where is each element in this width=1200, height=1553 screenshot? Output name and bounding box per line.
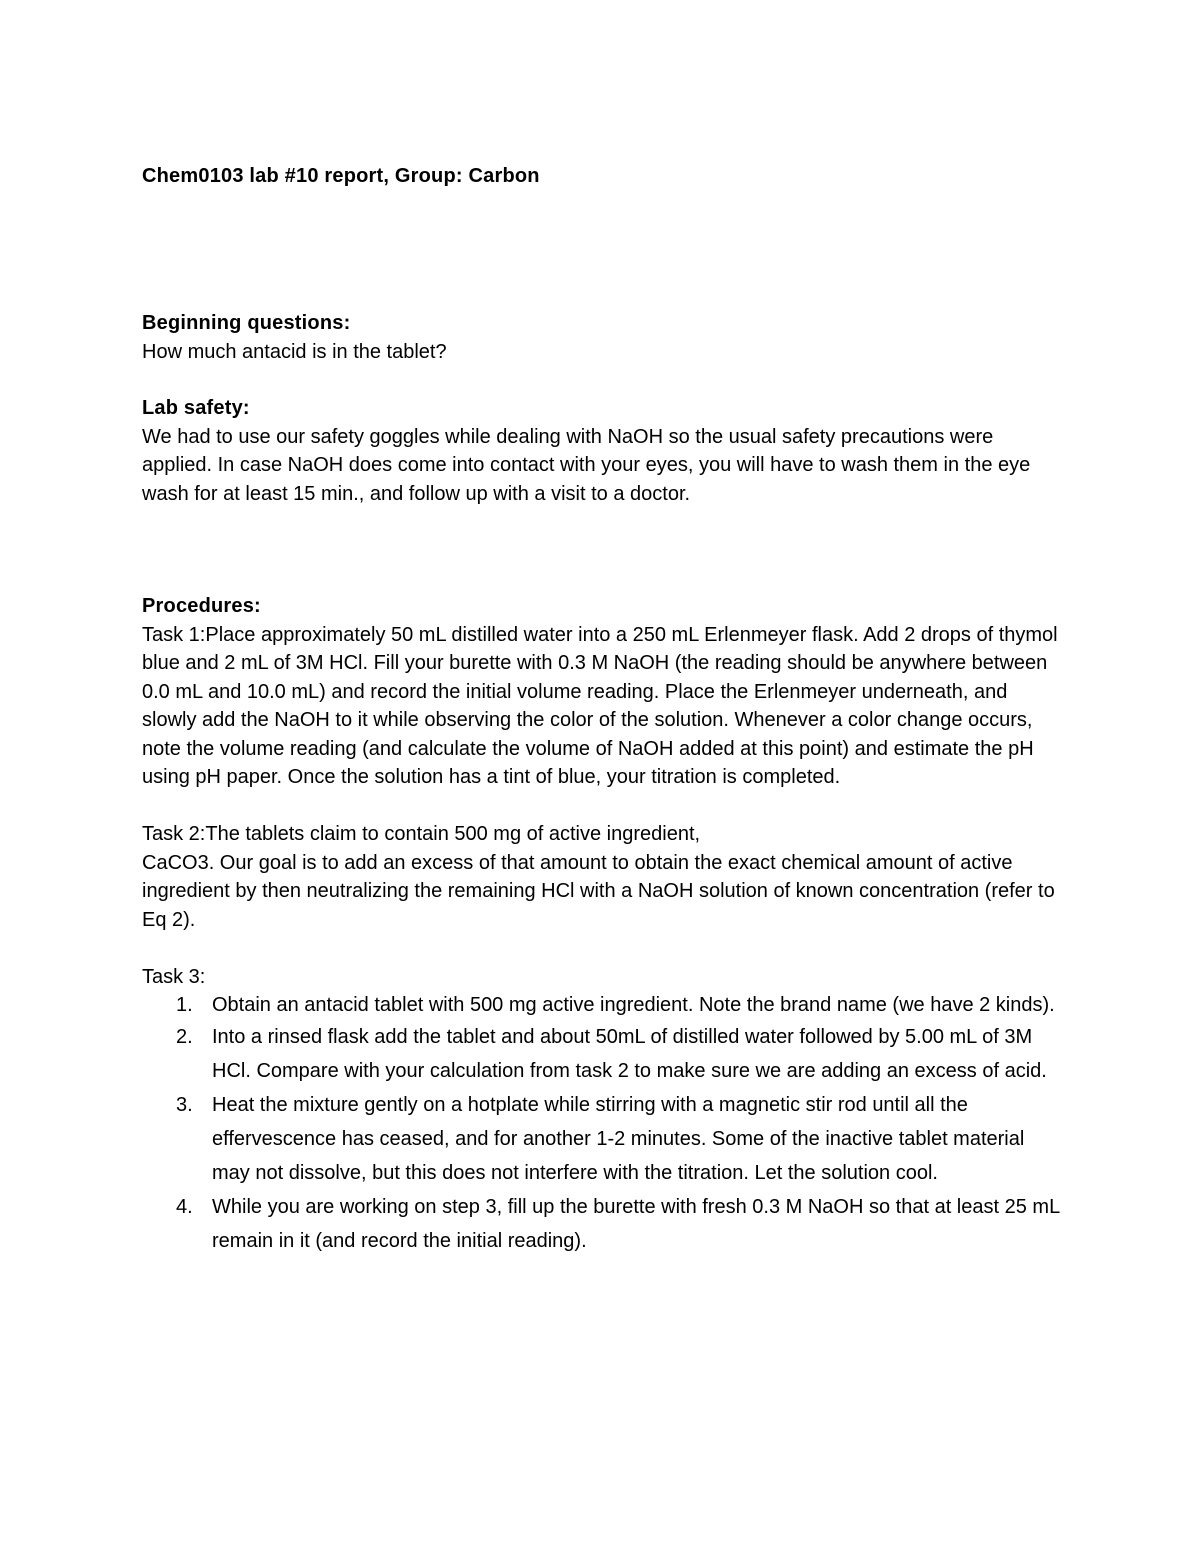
task2-line1: Task 2:The tablets claim to contain 500 mg of active ingredient, — [142, 823, 701, 845]
task3-label: Task 3: — [142, 965, 206, 988]
task2-line2: CaCO3. Our goal is to add an excess of that amount to obtain the exact chemical amount of active ingredient by then neutralizing the remaining HCl with a NaOH solution of known concentration (refer to Eq 2). — [142, 851, 1055, 931]
step-number: 4. — [176, 1195, 193, 1218]
safety-heading: Lab safety: — [142, 397, 250, 419]
step-text: While you are working on step 3, fill up the burette with fresh 0.3 M NaOH so that at least 25 mL remain in it (and record the initial reading). — [212, 1195, 1060, 1252]
step-number: 1. — [176, 994, 193, 1016]
beginning-heading: Beginning questions: — [142, 312, 351, 334]
task1-text: Task 1:Place approximately 50 mL distilled water into a 250 mL Erlenmeyer flask. Add 2 drops of thymol blue and 2 mL of 3M HCl. Fill your burette with 0.3 M NaOH (the reading should be anywhere between 0.0 mL and 10.0 mL) and record the initial volume reading. Place the Erlenmeyer underneath, and slowly add the NaOH to it while observing the color of the solution. Whenever a color change occurs, note the volume reading (and calculate the volume of NaOH added at this point) and estimate the pH using pH paper. Once the solution has a tint of blue, your titration is completed. — [142, 623, 1058, 788]
list-item — [142, 991, 1062, 1020]
list-item — [142, 1020, 1062, 1088]
beginning-text: How much antacid is in the tablet? — [142, 340, 447, 363]
safety-section — [142, 394, 1062, 508]
task3-steps-list — [142, 991, 1062, 1258]
document-title: Chem0103 lab #10 report, Group: Carbon — [142, 165, 540, 187]
list-item — [142, 1190, 1062, 1258]
step-text: Into a rinsed flask add the tablet and about 50mL of distilled water followed by 5.00 mL of 3M HCl. Compare with your calculation from task 2 to make sure we are adding an excess of acid. — [212, 1025, 1047, 1082]
step-number: 2. — [176, 1025, 193, 1048]
safety-text: We had to use our safety goggles while dealing with NaOH so the usual safety precautions were applied. In case NaOH does come into contact with your eyes, you will have to wash them in the eye wash for at least 15 min., and follow up with a visit to a doctor. — [142, 425, 1031, 505]
list-item — [142, 1088, 1062, 1190]
beginning-section — [142, 309, 1062, 366]
step-text: Heat the mixture gently on a hotplate while stirring with a magnetic stir rod until all the effervescence has ceased, and for another 1-2 minutes. Some of the inactive tablet material may not dissolve, but this does not interfere with the titration. Let the solution cool. — [212, 1093, 1025, 1184]
step-number: 3. — [176, 1093, 193, 1116]
step-text: Obtain an antacid tablet with 500 mg active ingredient. Note the brand name (we have 2 kinds). — [212, 994, 1055, 1016]
procedures-section — [142, 592, 1062, 1258]
procedures-heading: Procedures: — [142, 595, 261, 617]
